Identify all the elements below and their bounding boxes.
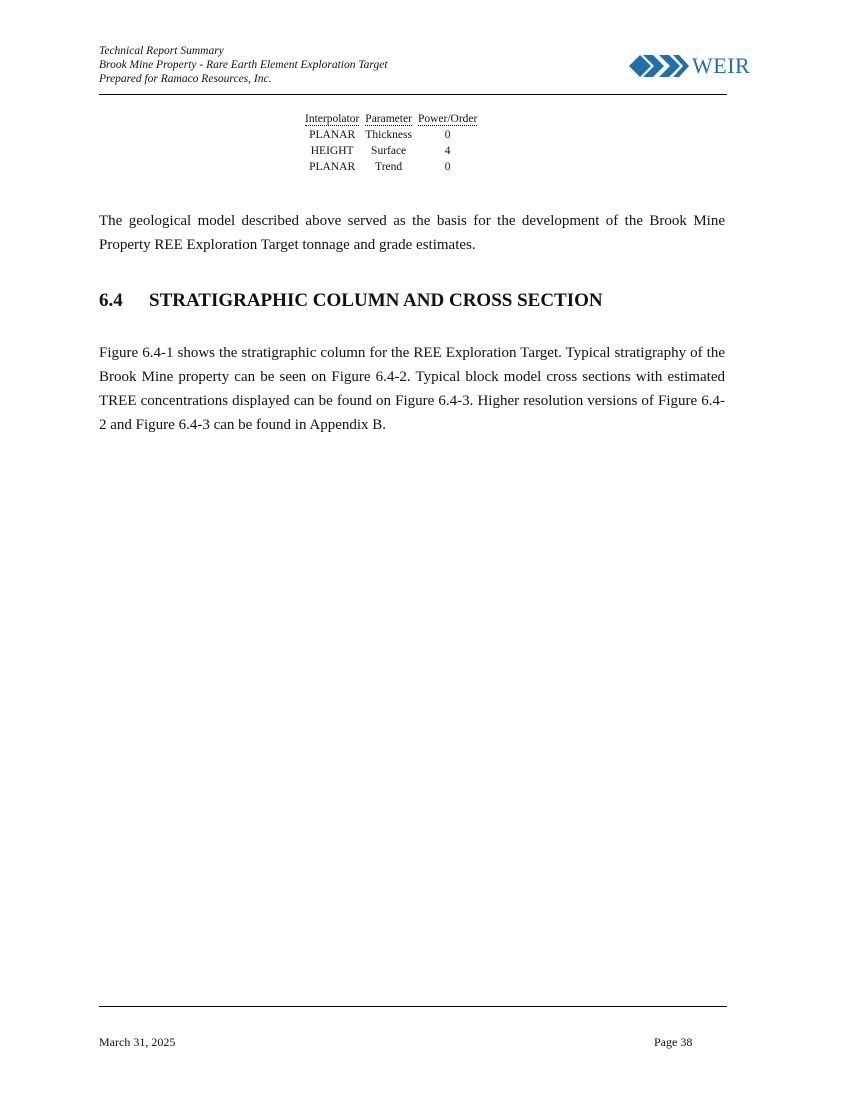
section-number: 6.4 bbox=[99, 290, 123, 311]
weir-logo bbox=[629, 53, 750, 79]
table-row bbox=[302, 143, 480, 159]
column-header-parameter: Parameter bbox=[365, 113, 412, 125]
logo-text: WEIR bbox=[692, 53, 751, 78]
table-cell: Trend bbox=[375, 161, 403, 173]
report-title: Technical Report Summary bbox=[99, 45, 224, 57]
footer-date: March 31, 2025 bbox=[99, 1035, 176, 1049]
table-cell: PLANAR bbox=[309, 129, 356, 141]
table-row bbox=[302, 159, 480, 175]
table-cell: HEIGHT bbox=[310, 145, 354, 157]
table-cell: PLANAR bbox=[309, 161, 356, 173]
section-heading bbox=[99, 290, 603, 312]
column-header-interpolator: Interpolator bbox=[305, 113, 360, 125]
table-cell: Thickness bbox=[365, 129, 412, 141]
page-header bbox=[99, 44, 751, 95]
table-cell: 0 bbox=[444, 161, 451, 173]
table-header-row bbox=[302, 112, 480, 127]
section-title: STRATIGRAPHIC COLUMN AND CROSS SECTION bbox=[149, 290, 603, 311]
weir-chevrons-icon bbox=[629, 55, 689, 77]
property-title: Brook Mine Property - Rare Earth Element Exploration Target bbox=[99, 59, 388, 71]
prepared-for: Prepared for Ramaco Resources, Inc. bbox=[99, 73, 272, 85]
footer-divider bbox=[99, 1006, 727, 1007]
body-paragraph: Figure 6.4-1 shows the stratigraphic column for the REE Exploration Target. Typical stratigraphy of the Brook Mine property can be seen on Figure 6.4-2. Typical block model cross sections with estimated TREE concentrations displayed can be found on Figure 6.4-3. Higher resolution versions of Figure 6.4-2 and Figure 6.4-3 can be found in Appendix B. bbox=[99, 345, 725, 433]
interpolator-table bbox=[302, 112, 480, 175]
column-header-power-order: Power/Order bbox=[417, 113, 478, 125]
table-row bbox=[302, 127, 480, 143]
table-cell: 4 bbox=[444, 145, 451, 157]
table-cell: Surface bbox=[371, 145, 407, 157]
table-cell: 0 bbox=[444, 129, 451, 141]
body-paragraph: The geological model described above served as the basis for the development of the Brook Mine Property REE Exploration Target tonnage and grade estimates. bbox=[99, 213, 725, 253]
page-number: Page 38 bbox=[654, 1035, 693, 1049]
